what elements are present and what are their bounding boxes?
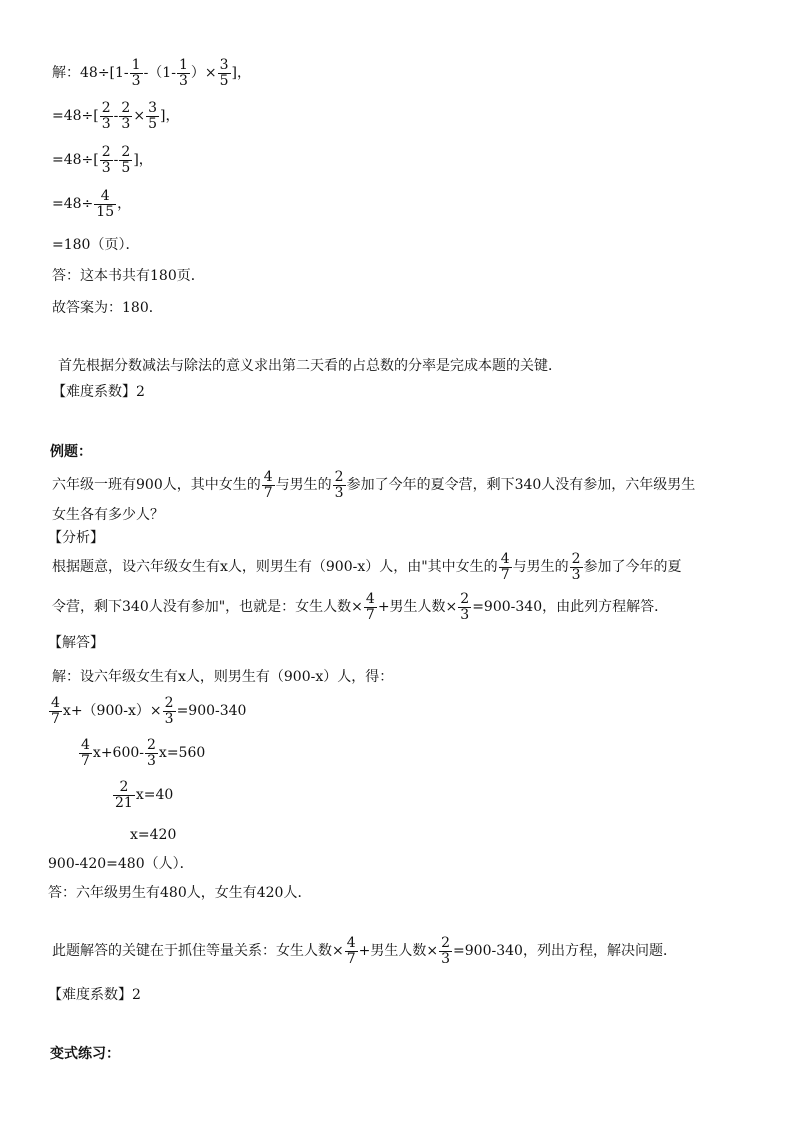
example-answer-line: 答：六年级男生有480人，女生有420人． — [48, 885, 312, 901]
analysis-line-1: 根据题意，设六年级女生有x人，则男生有（900-x）人，由"其中女生的 $\frac{4}{7}$ 与男生的 $\frac{2}{3}$ 参加了今年的夏 — [52, 551, 682, 583]
solution-line-4: =48÷ $\frac{4}{15}$ ， — [52, 188, 132, 220]
fraction: $\frac{2}{3}$ — [121, 100, 131, 132]
example-comment-line: 此题解答的关键在于抓住等量关系：女生人数× $\frac{4}{7}$ +男生人数× $\frac{2}{3}$ =900-340，列出方程，解决问题． — [52, 935, 677, 967]
fraction: $\frac{1}{3}$ — [178, 57, 188, 89]
fraction: $\frac{2}{3}$ — [571, 551, 581, 583]
fraction: $\frac{2}{21}$ — [115, 779, 133, 811]
solution-line-5: =180（页）． — [52, 237, 140, 253]
question-line-2: 女生各有多少人？ — [52, 507, 164, 523]
calc-line: 900-420=480（人）． — [48, 856, 194, 872]
fraction: $\frac{2}{3}$ — [101, 144, 111, 176]
fraction: $\frac{4}{7}$ — [500, 551, 510, 583]
fraction: $\frac{4}{7}$ — [51, 695, 60, 727]
solution-line-2: =48÷[ $\frac{2}{3}$ - $\frac{2}{3}$ × $\frac{3}{5}$ ]， — [52, 100, 180, 132]
equation-line-1: $\frac{4}{7}$ x+（900-x）× $\frac{2}{3}$ =900-340 — [51, 695, 247, 727]
fraction: $\frac{4}{15}$ — [96, 188, 115, 220]
equation-line-3: $\frac{2}{21}$ x=40 — [115, 779, 174, 811]
fraction: $\frac{2}{3}$ — [460, 591, 470, 623]
final-answer-line: 故答案为：180． — [52, 300, 163, 316]
fraction: $\frac{4}{7}$ — [263, 469, 273, 501]
fraction: $\frac{2}{3}$ — [101, 100, 111, 132]
analysis-label: 【分析】 — [48, 530, 104, 546]
practice-heading: 变式练习： — [50, 1046, 120, 1062]
fraction: $\frac{2}{3}$ — [164, 695, 174, 727]
comment-line: 首先根据分数减法与除法的意义求出第二天看的占总数的分率是完成本题的关键． — [58, 358, 562, 374]
fraction: $\frac{2}{5}$ — [121, 144, 131, 176]
example-difficulty-line: 【难度系数】2 — [48, 987, 141, 1003]
question-line-1: 六年级一班有900人，其中女生的 $\frac{4}{7}$ 与男生的 $\frac{2}{3}$ 参加了今年的夏令营，剩下340人没有参加，六年级男生 — [52, 469, 696, 501]
equation-line-4: x=420 — [130, 827, 177, 843]
fraction: $\frac{3}{5}$ — [219, 57, 229, 89]
answer-label: 【解答】 — [48, 635, 104, 651]
fraction: $\frac{2}{3}$ — [147, 737, 156, 769]
fraction: $\frac{2}{3}$ — [334, 469, 344, 501]
solution-line-3: =48÷[ $\frac{2}{3}$ - $\frac{2}{5}$ ]， — [52, 144, 153, 176]
difficulty-line: 【难度系数】2 — [52, 384, 145, 400]
fraction: $\frac{3}{5}$ — [148, 100, 157, 132]
answer-line: 答：这本书共有180页． — [52, 268, 205, 284]
fraction: $\frac{4}{7}$ — [81, 737, 90, 769]
fraction: $\frac{1}{3}$ — [131, 57, 141, 89]
fraction: $\frac{4}{7}$ — [365, 591, 375, 623]
analysis-line-2: 令营，剩下340人没有参加"，也就是：女生人数× $\frac{4}{7}$ +男生人数× $\frac{2}{3}$ =900-340，由此列方程解答． — [52, 591, 669, 623]
fraction: $\frac{2}{3}$ — [441, 935, 451, 967]
solution-line-1: 解：48÷[1- $\frac{1}{3}$ -（1- $\frac{1}{3}$ ）× $\frac{3}{5}$ ]， — [52, 57, 251, 89]
example-heading: 例题： — [50, 444, 92, 460]
equation-line-2: $\frac{4}{7}$ x+600- $\frac{2}{3}$ x=560 — [81, 737, 206, 769]
solve-line-1: 解：设六年级女生有x人，则男生有（900-x）人，得： — [52, 669, 394, 685]
fraction: $\frac{4}{7}$ — [346, 935, 356, 967]
